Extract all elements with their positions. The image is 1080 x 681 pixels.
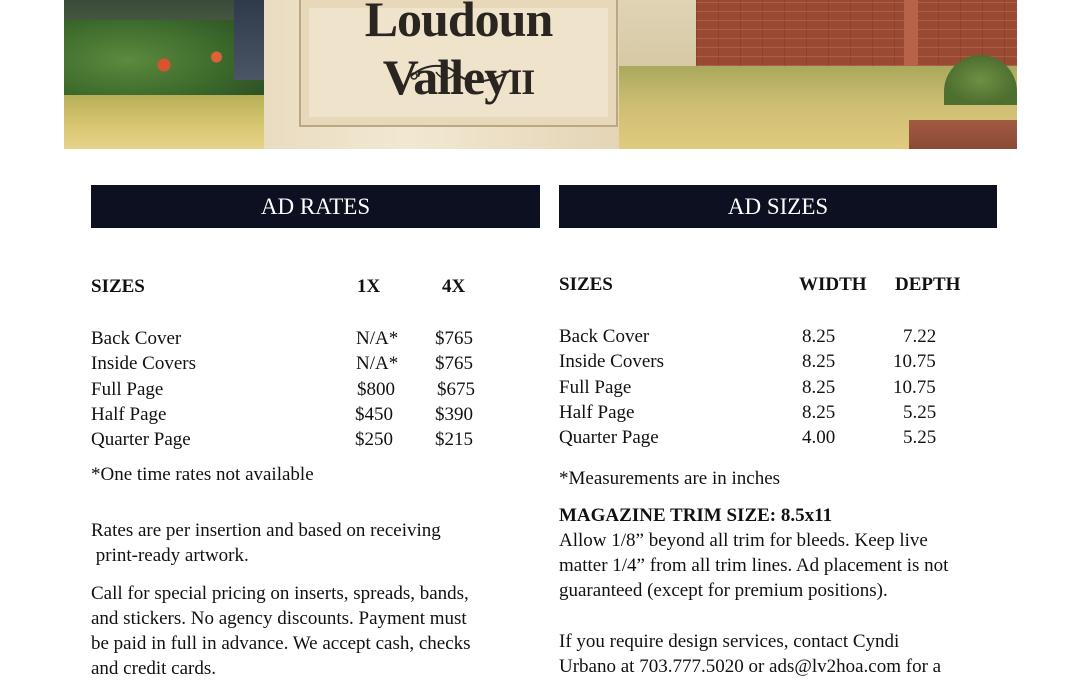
size-depth: 7.22	[903, 326, 937, 347]
rate-size: Inside Covers	[91, 353, 197, 374]
size-depth: 5.25	[903, 402, 937, 423]
ad-rates-paragraph-line: Call for special pricing on inserts, spreads, bands,	[91, 583, 469, 604]
community-sign	[299, 0, 618, 127]
trim-paragraph-line: Allow 1/8” beyond all trim for bleeds. Keep live	[559, 530, 928, 551]
size-width: 8.25	[802, 351, 836, 372]
size-name: Inside Covers	[559, 351, 665, 372]
ad-sizes-header-width: WIDTH	[799, 274, 867, 295]
rate-4x: $765	[435, 353, 473, 374]
size-depth: 5.25	[903, 427, 937, 448]
ad-rates-paragraph-line: print-ready artwork.	[91, 545, 249, 566]
rate-size: Half Page	[91, 404, 167, 425]
rate-1x: $250	[355, 429, 393, 450]
ad-sizes-header-sizes: SIZES	[559, 274, 613, 295]
rate-4x: $215	[435, 429, 473, 450]
rate-size: Quarter Page	[91, 429, 191, 450]
ad-rates-paragraph-line: Rates are per insertion and based on receiving	[91, 520, 441, 541]
size-depth: 10.75	[893, 377, 936, 398]
rate-1x: N/A*	[356, 353, 399, 374]
size-width: 4.00	[802, 427, 836, 448]
rate-4x: $765	[435, 328, 473, 349]
rate-size: Back Cover	[91, 328, 182, 349]
size-width: 8.25	[802, 402, 836, 423]
ad-sizes-banner: AD SIZES	[559, 185, 997, 228]
rate-1x: N/A*	[356, 328, 399, 349]
trim-paragraph-line: guaranteed (except for premium positions).	[559, 580, 888, 601]
size-width: 8.25	[802, 377, 836, 398]
ad-rates-header-1x: 1X	[357, 276, 381, 297]
design-paragraph-line: Urbano at 703.777.5020 or ads@lv2hoa.com for a	[559, 656, 942, 677]
hero-curb	[909, 120, 1017, 149]
size-name: Quarter Page	[559, 427, 659, 448]
design-paragraph-line: If you require design services, contact Cyndi	[559, 631, 900, 652]
rate-4x: $675	[437, 379, 475, 400]
sign-name: Loudoun Valley	[364, 0, 553, 105]
ad-sizes-header-depth: DEPTH	[895, 274, 961, 295]
trim-size-heading: MAGAZINE TRIM SIZE: 8.5x11	[559, 505, 833, 526]
ad-rates-paragraph-line: and credit cards.	[91, 658, 217, 679]
ad-rates-paragraph-line: and stickers. No agency discounts. Payment must	[91, 608, 467, 629]
size-width: 8.25	[802, 326, 836, 347]
sign-suffix: II	[508, 62, 535, 102]
trim-paragraph-line: matter 1/4” from all trim lines. Ad placement is not	[559, 555, 949, 576]
size-name: Full Page	[559, 377, 632, 398]
ad-rates-header-4x: 4X	[442, 276, 466, 297]
rate-size: Full Page	[91, 379, 164, 400]
ad-rates-footnote: *One time rates not available	[91, 464, 314, 485]
ad-rates-banner: AD RATES	[91, 185, 540, 228]
ad-rates-header-sizes: SIZES	[91, 276, 145, 297]
size-name: Back Cover	[559, 326, 650, 347]
scroll-ornament-icon	[406, 58, 516, 88]
hero-photo	[64, 0, 1017, 149]
sign-lettering	[301, 0, 616, 106]
size-depth: 10.75	[893, 351, 936, 372]
rate-1x: $800	[357, 379, 395, 400]
ad-rates-paragraph-line: be paid in full in advance. We accept cash, checks	[91, 633, 471, 654]
ad-sizes-footnote: *Measurements are in inches	[559, 468, 781, 489]
hero-grass-left	[64, 95, 274, 149]
rate-4x: $390	[435, 404, 473, 425]
size-name: Half Page	[559, 402, 635, 423]
rate-1x: $450	[355, 404, 393, 425]
